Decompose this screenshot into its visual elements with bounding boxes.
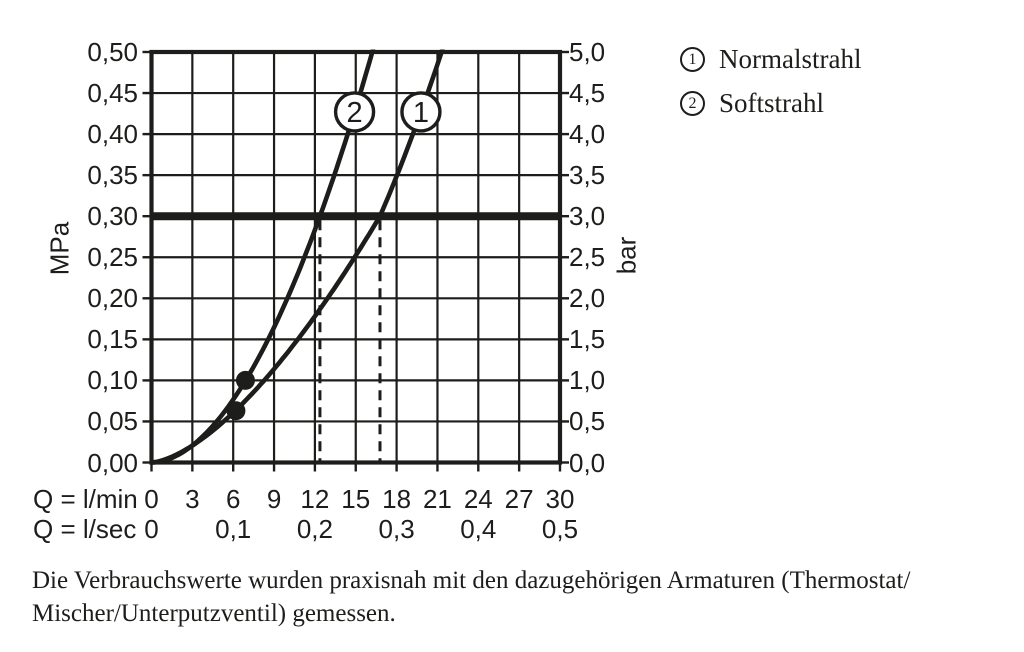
y-right-tick-label: 2,5 [569, 242, 606, 273]
y-left-tick-label: 0,20 [87, 283, 138, 314]
legend [680, 44, 861, 132]
x-secondary-tick-label: 0 [144, 514, 159, 544]
x-primary-tick-label: 24 [463, 484, 493, 514]
y-right-tick-label: 1,0 [569, 365, 606, 396]
y-left-tick-label: 0,30 [87, 201, 138, 232]
y-left-tick-label: 0,15 [87, 324, 138, 355]
caption-line-2: Mischer/Unterputzventil) gemessen. [32, 600, 396, 627]
x-primary-tick-label: 3 [185, 484, 200, 514]
caption-line-1: Die Verbrauchswerte wurden praxisnah mit den dazugehörigen Armaturen (Thermostat/ [32, 567, 911, 594]
y-right-tick-label: 1,5 [569, 324, 606, 355]
legend-symbol-1-icon: 1 [680, 47, 705, 72]
x-primary-axis-title: Q = l/min [33, 484, 138, 514]
y-right-tick-label: 5,0 [569, 37, 606, 67]
x-primary-tick-label: 9 [266, 484, 282, 514]
x-secondary-tick-label: 0,2 [296, 514, 333, 544]
y-left-tick-label: 0,45 [87, 78, 138, 109]
x-primary-tick-label: 18 [382, 484, 412, 514]
y-left-tick-label: 0,25 [87, 242, 138, 273]
measurement-dot-normalstrahl [226, 401, 245, 420]
legend-item-normalstrahl [680, 44, 861, 75]
y-right-tick-label: 3,5 [569, 160, 606, 191]
x-primary-tick-label: 12 [300, 484, 330, 514]
x-secondary-tick-label: 0,1 [215, 514, 252, 544]
y-left-tick-label: 0,40 [87, 119, 138, 150]
x-primary-tick-label: 15 [341, 484, 371, 514]
flow-curve-normalstrahl [152, 32, 449, 463]
y-left-tick-label: 0,00 [87, 447, 138, 478]
y-right-tick-label: 2,0 [569, 283, 606, 314]
measurement-dot-softstrahl [236, 371, 255, 390]
x-primary-tick-label: 30 [545, 484, 575, 514]
x-primary-tick-label: 27 [504, 484, 534, 514]
legend-label-softstrahl: Softstrahl [719, 88, 824, 118]
y-left-tick-label: 0,10 [87, 365, 138, 396]
x-secondary-tick-label: 0,4 [460, 514, 497, 544]
y-left-unit-label: MPa [44, 221, 75, 276]
y-left-tick-label: 0,05 [87, 406, 138, 437]
x-secondary-axis-title: Q = l/sec [33, 514, 137, 544]
legend-label-normalstrahl: Normalstrahl [719, 44, 862, 74]
y-right-tick-label: 4,0 [569, 119, 606, 150]
legend-symbol-2-icon: 2 [680, 91, 705, 116]
x-secondary-tick-label: 0,5 [541, 514, 579, 544]
x-primary-tick-label: 21 [422, 484, 452, 514]
svg-text:2: 2 [346, 96, 363, 129]
y-left-tick-label: 0,35 [87, 160, 138, 191]
y-right-unit-label: bar [611, 236, 642, 275]
x-primary-tick-label: 6 [225, 484, 241, 514]
y-right-tick-label: 4,5 [569, 78, 606, 109]
svg-text:1: 1 [412, 96, 430, 129]
x-secondary-tick-label: 0,3 [378, 514, 415, 544]
y-right-tick-label: 0,0 [569, 447, 606, 478]
y-right-tick-label: 3,0 [569, 201, 606, 232]
y-right-tick-label: 0,5 [569, 406, 606, 437]
curve-number-badge-normalstrahl [402, 93, 440, 131]
x-primary-tick-label: 0 [144, 484, 159, 514]
y-left-tick-label: 0,50 [87, 37, 138, 67]
legend-item-softstrahl [680, 88, 861, 119]
curve-number-badge-softstrahl [336, 93, 374, 131]
